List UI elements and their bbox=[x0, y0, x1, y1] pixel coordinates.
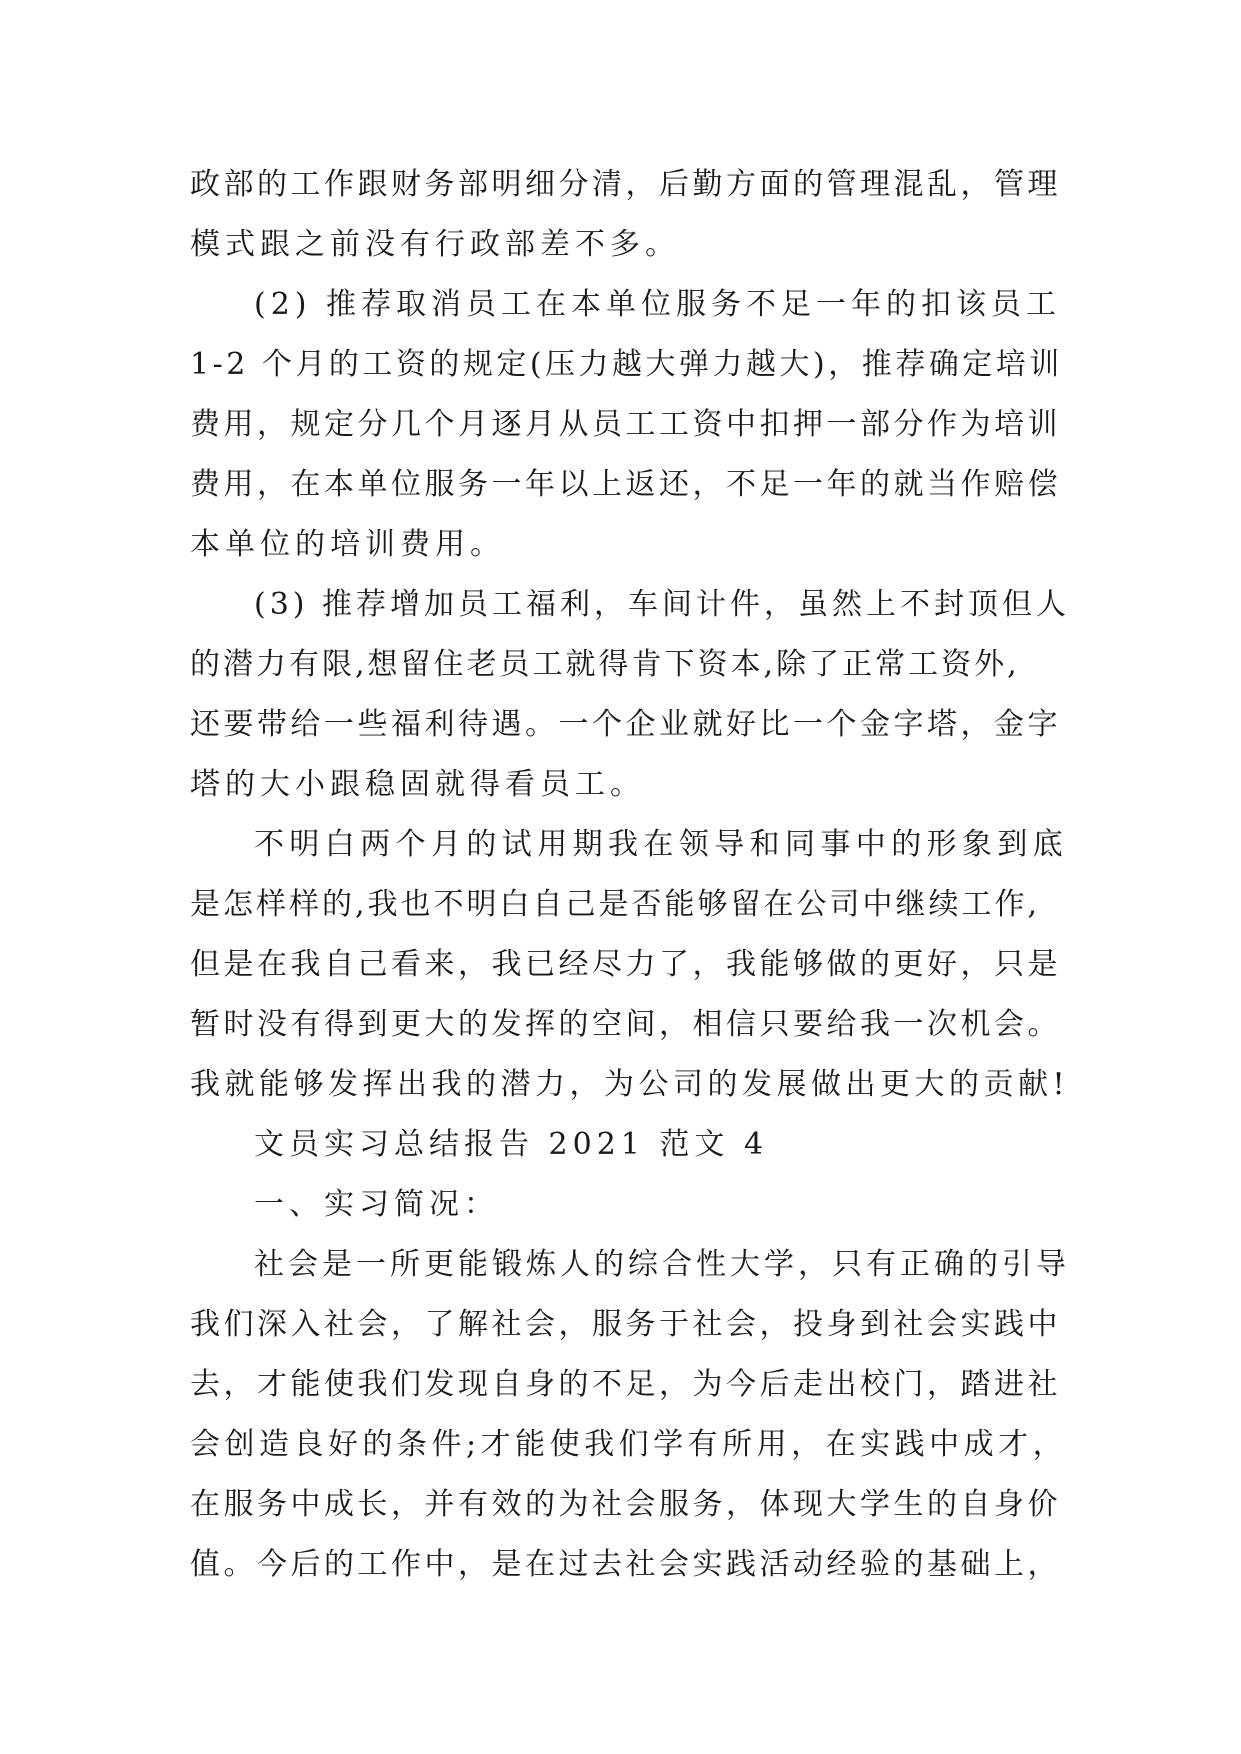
text-line: 去，才能使我们发现自身的不足，为今后走出校门，踏进社 bbox=[190, 1367, 1061, 1402]
text-line: 的潜力有限,想留住老员工就得肯下资本,除了正常工资外, bbox=[190, 647, 1020, 682]
text-line: 1-2 个月的工资的规定(压力越大弹力越大)，推荐确定培训 bbox=[190, 347, 1063, 382]
document-body bbox=[190, 155, 1070, 1595]
text-line: 但是在我自己看来，我已经尽力了，我能够做的更好，只是 bbox=[190, 947, 1061, 982]
text-line: 暂时没有得到更大的发挥的空间，相信只要给我一次机会。 bbox=[190, 1007, 1061, 1042]
text-line: 本单位的培训费用。 bbox=[190, 527, 505, 562]
text-line: 费用，规定分几个月逐月从员工工资中扣押一部分作为培训 bbox=[190, 407, 1061, 442]
text-line: 在服务中成长，并有效的为社会服务，体现大学生的自身价 bbox=[190, 1487, 1061, 1522]
text-line: 模式跟之前没有行政部差不多。 bbox=[190, 227, 680, 262]
text-line: 社会是一所更能锻炼人的综合性大学，只有正确的引导 bbox=[254, 1247, 1070, 1282]
text-line: 是怎样样的,我也不明白自己是否能够留在公司中继续工作, bbox=[190, 887, 1041, 922]
text-line: 我就能够发挥出我的潜力，为公司的发展做出更大的贡献! bbox=[190, 1067, 1070, 1102]
section-heading: 文员实习总结报告 2021 范文 4 bbox=[254, 1127, 769, 1162]
text-line: 政部的工作跟财务部明细分清，后勤方面的管理混乱，管理 bbox=[190, 167, 1061, 202]
text-line: 不明白两个月的试用期我在领导和同事中的形象到底 bbox=[254, 827, 1069, 862]
text-line: 还要带给一些福利待遇。一个企业就好比一个金字塔，金字 bbox=[190, 707, 1061, 742]
subsection-heading: 一、实习简况： bbox=[254, 1187, 499, 1222]
text-line: 我们深入社会，了解社会，服务于社会，投身到社会实践中 bbox=[190, 1307, 1061, 1342]
text-line: 值。今后的工作中，是在过去社会实践活动经验的基础上， bbox=[190, 1547, 1061, 1582]
text-line: 塔的大小跟稳固就得看员工。 bbox=[190, 767, 645, 802]
text-line: 会创造良好的条件;才能使我们学有所用，在实践中成才， bbox=[190, 1427, 1068, 1462]
text-line: (3) 推荐增加员工福利，车间计件，虽然上不封顶但人 bbox=[254, 587, 1071, 622]
text-line: (2) 推荐取消员工在本单位服务不足一年的扣该员工 bbox=[254, 287, 1062, 322]
text-line: 费用，在本单位服务一年以上返还，不足一年的就当作赔偿 bbox=[190, 467, 1061, 502]
